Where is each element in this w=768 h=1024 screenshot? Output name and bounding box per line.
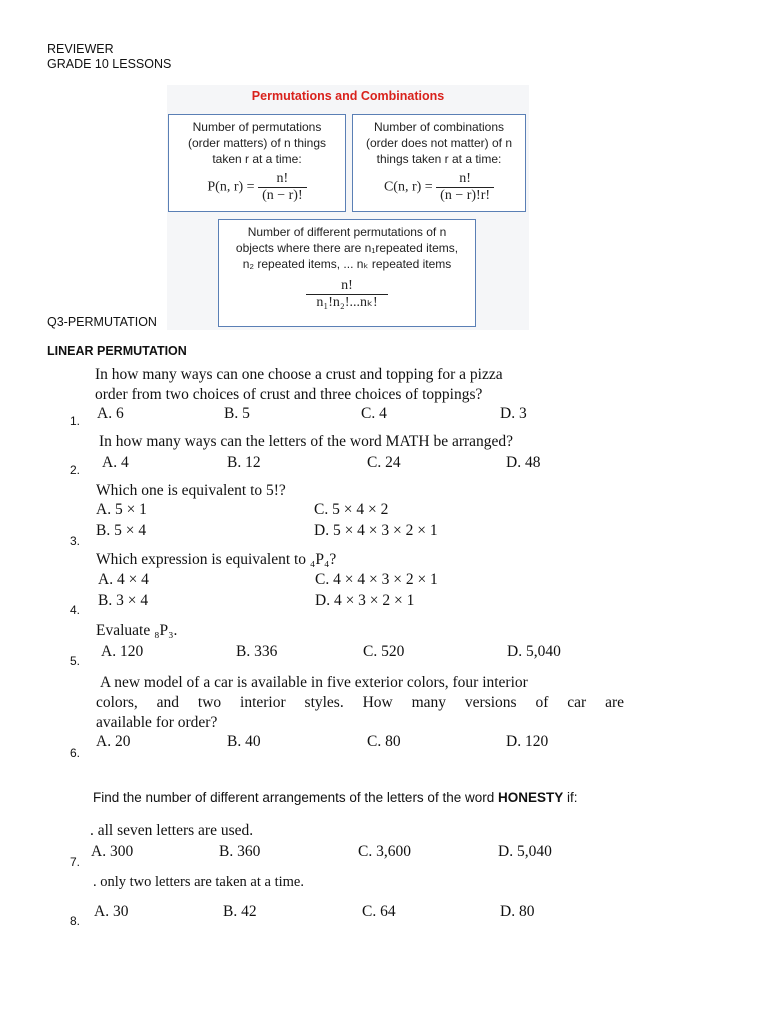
q1-choice-d[interactable]: D. 3: [500, 405, 527, 422]
formula-title: Permutations and Combinations: [251, 89, 445, 103]
repeat-desc-2: objects where there are n₁repeated items,: [235, 241, 459, 255]
honesty-word: HONESTY: [497, 790, 564, 805]
question-4-number: 4.: [70, 603, 81, 617]
q1-choice-a[interactable]: A. 6: [97, 405, 124, 422]
question-1-line-1: In how many ways can one choose a crust and topping for a pizza: [95, 366, 503, 383]
perm-lhs: P(n, r) =: [207, 179, 255, 195]
header-grade: GRADE 10 LESSONS: [47, 57, 172, 71]
q4-choice-d[interactable]: D. 4 × 3 × 2 × 1: [315, 592, 415, 609]
perm-desc-1: Number of permutations: [192, 120, 322, 134]
comb-formula: [353, 171, 525, 204]
honesty-instruction: [93, 790, 578, 805]
question-7-text: . all seven letters are used.: [90, 822, 254, 839]
combination-box: [352, 114, 526, 212]
q7-choice-c[interactable]: C. 3,600: [358, 843, 411, 860]
q6-choice-c[interactable]: C. 80: [367, 733, 401, 750]
q5-choice-a[interactable]: A. 120: [101, 643, 144, 660]
repeat-desc-1: Number of different permutations of n: [247, 225, 447, 239]
q3-choice-d[interactable]: D. 5 × 4 × 3 × 2 × 1: [314, 522, 438, 539]
honesty-suffix: if:: [563, 790, 578, 805]
comb-den: (n − r)!r!: [436, 187, 494, 204]
question-8-text: . only two letters are taken at a time.: [93, 874, 304, 890]
perm-desc-2: (order matters) of n things: [187, 136, 327, 150]
perm-formula: [169, 171, 345, 204]
q5-choice-b[interactable]: B. 336: [236, 643, 278, 660]
q8-choice-a[interactable]: A. 30: [94, 903, 129, 920]
q4-choice-c[interactable]: C. 4 × 4 × 3 × 2 × 1: [315, 571, 438, 588]
perm-desc-3: taken r at a time:: [212, 152, 302, 166]
q5-choice-d[interactable]: D. 5,040: [507, 643, 561, 660]
q1-choice-c[interactable]: C. 4: [361, 405, 387, 422]
q8-choice-c[interactable]: C. 64: [362, 903, 396, 920]
question-1-line-2: order from two choices of crust and three choices of toppings?: [95, 386, 483, 403]
q2-choice-b[interactable]: B. 12: [227, 454, 261, 471]
q3-choice-a[interactable]: A. 5 × 1: [96, 501, 147, 518]
q8-choice-b[interactable]: B. 42: [223, 903, 257, 920]
question-6-number: 6.: [70, 746, 81, 760]
question-3-text: Which one is equivalent to 5!?: [96, 482, 286, 499]
question-5-number: 5.: [70, 654, 81, 668]
perm-num: n!: [276, 171, 289, 186]
question-2-number: 2.: [70, 463, 81, 477]
comb-num: n!: [459, 171, 471, 186]
section-label: Q3-PERMUTATION: [47, 315, 157, 329]
repeat-den: n₁!n₂!...nₖ!: [306, 294, 387, 311]
q8-choice-d[interactable]: D. 80: [500, 903, 535, 920]
perm-den: (n − r)!: [258, 187, 307, 204]
question-7-number: 7.: [70, 855, 81, 869]
q7-choice-d[interactable]: D. 5,040: [498, 843, 552, 860]
comb-lhs: C(n, r) =: [383, 179, 433, 195]
question-4-text: Which expression is equivalent to ₄P₄?: [96, 551, 337, 568]
permutation-box: [168, 114, 346, 212]
comb-desc-1: Number of combinations: [373, 120, 505, 134]
formula-panel: [167, 85, 529, 330]
section-title: LINEAR PERMUTATION: [47, 344, 187, 358]
comb-desc-2: (order does not matter) of n: [365, 136, 513, 150]
q2-choice-a[interactable]: A. 4: [102, 454, 129, 471]
q4-choice-a[interactable]: A. 4 × 4: [98, 571, 149, 588]
q3-choice-c[interactable]: C. 5 × 4 × 2: [314, 501, 389, 518]
repeat-formula: [219, 278, 475, 311]
question-1-text: [95, 365, 503, 405]
repeat-desc-3: n₂ repeated items, ... nₖ repeated items: [242, 257, 452, 271]
question-6-line-2: colors, and two interior styles. How many versions of car are: [96, 694, 624, 711]
question-3-number: 3.: [70, 534, 81, 548]
repeat-num: n!: [341, 278, 353, 293]
question-6-text: [96, 673, 624, 733]
honesty-prefix: Find the number of different arrangements of the letters of the word: [93, 790, 498, 805]
q7-choice-b[interactable]: B. 360: [219, 843, 261, 860]
question-8-number: 8.: [70, 914, 81, 928]
question-1-number: 1.: [70, 414, 81, 428]
q6-choice-d[interactable]: D. 120: [506, 733, 549, 750]
q2-choice-c[interactable]: C. 24: [367, 454, 401, 471]
q2-choice-d[interactable]: D. 48: [506, 454, 541, 471]
q6-choice-b[interactable]: B. 40: [227, 733, 261, 750]
q1-choice-b[interactable]: B. 5: [224, 405, 250, 422]
q3-choice-b[interactable]: B. 5 × 4: [96, 522, 147, 539]
question-6-line-1: A new model of a car is available in five exterior colors, four interior: [100, 674, 528, 691]
q4-choice-b[interactable]: B. 3 × 4: [98, 592, 149, 609]
q7-choice-a[interactable]: A. 300: [91, 843, 134, 860]
repeated-items-box: [218, 219, 476, 327]
question-2-text: In how many ways can the letters of the word MATH be arranged?: [99, 433, 514, 450]
q5-choice-c[interactable]: C. 520: [363, 643, 405, 660]
question-5-text: Evaluate ₈P₃.: [96, 622, 178, 639]
question-6-line-3: available for order?: [96, 714, 218, 731]
header-reviewer: REVIEWER: [47, 42, 114, 56]
comb-desc-3: things taken r at a time:: [376, 152, 502, 166]
q6-choice-a[interactable]: A. 20: [96, 733, 131, 750]
